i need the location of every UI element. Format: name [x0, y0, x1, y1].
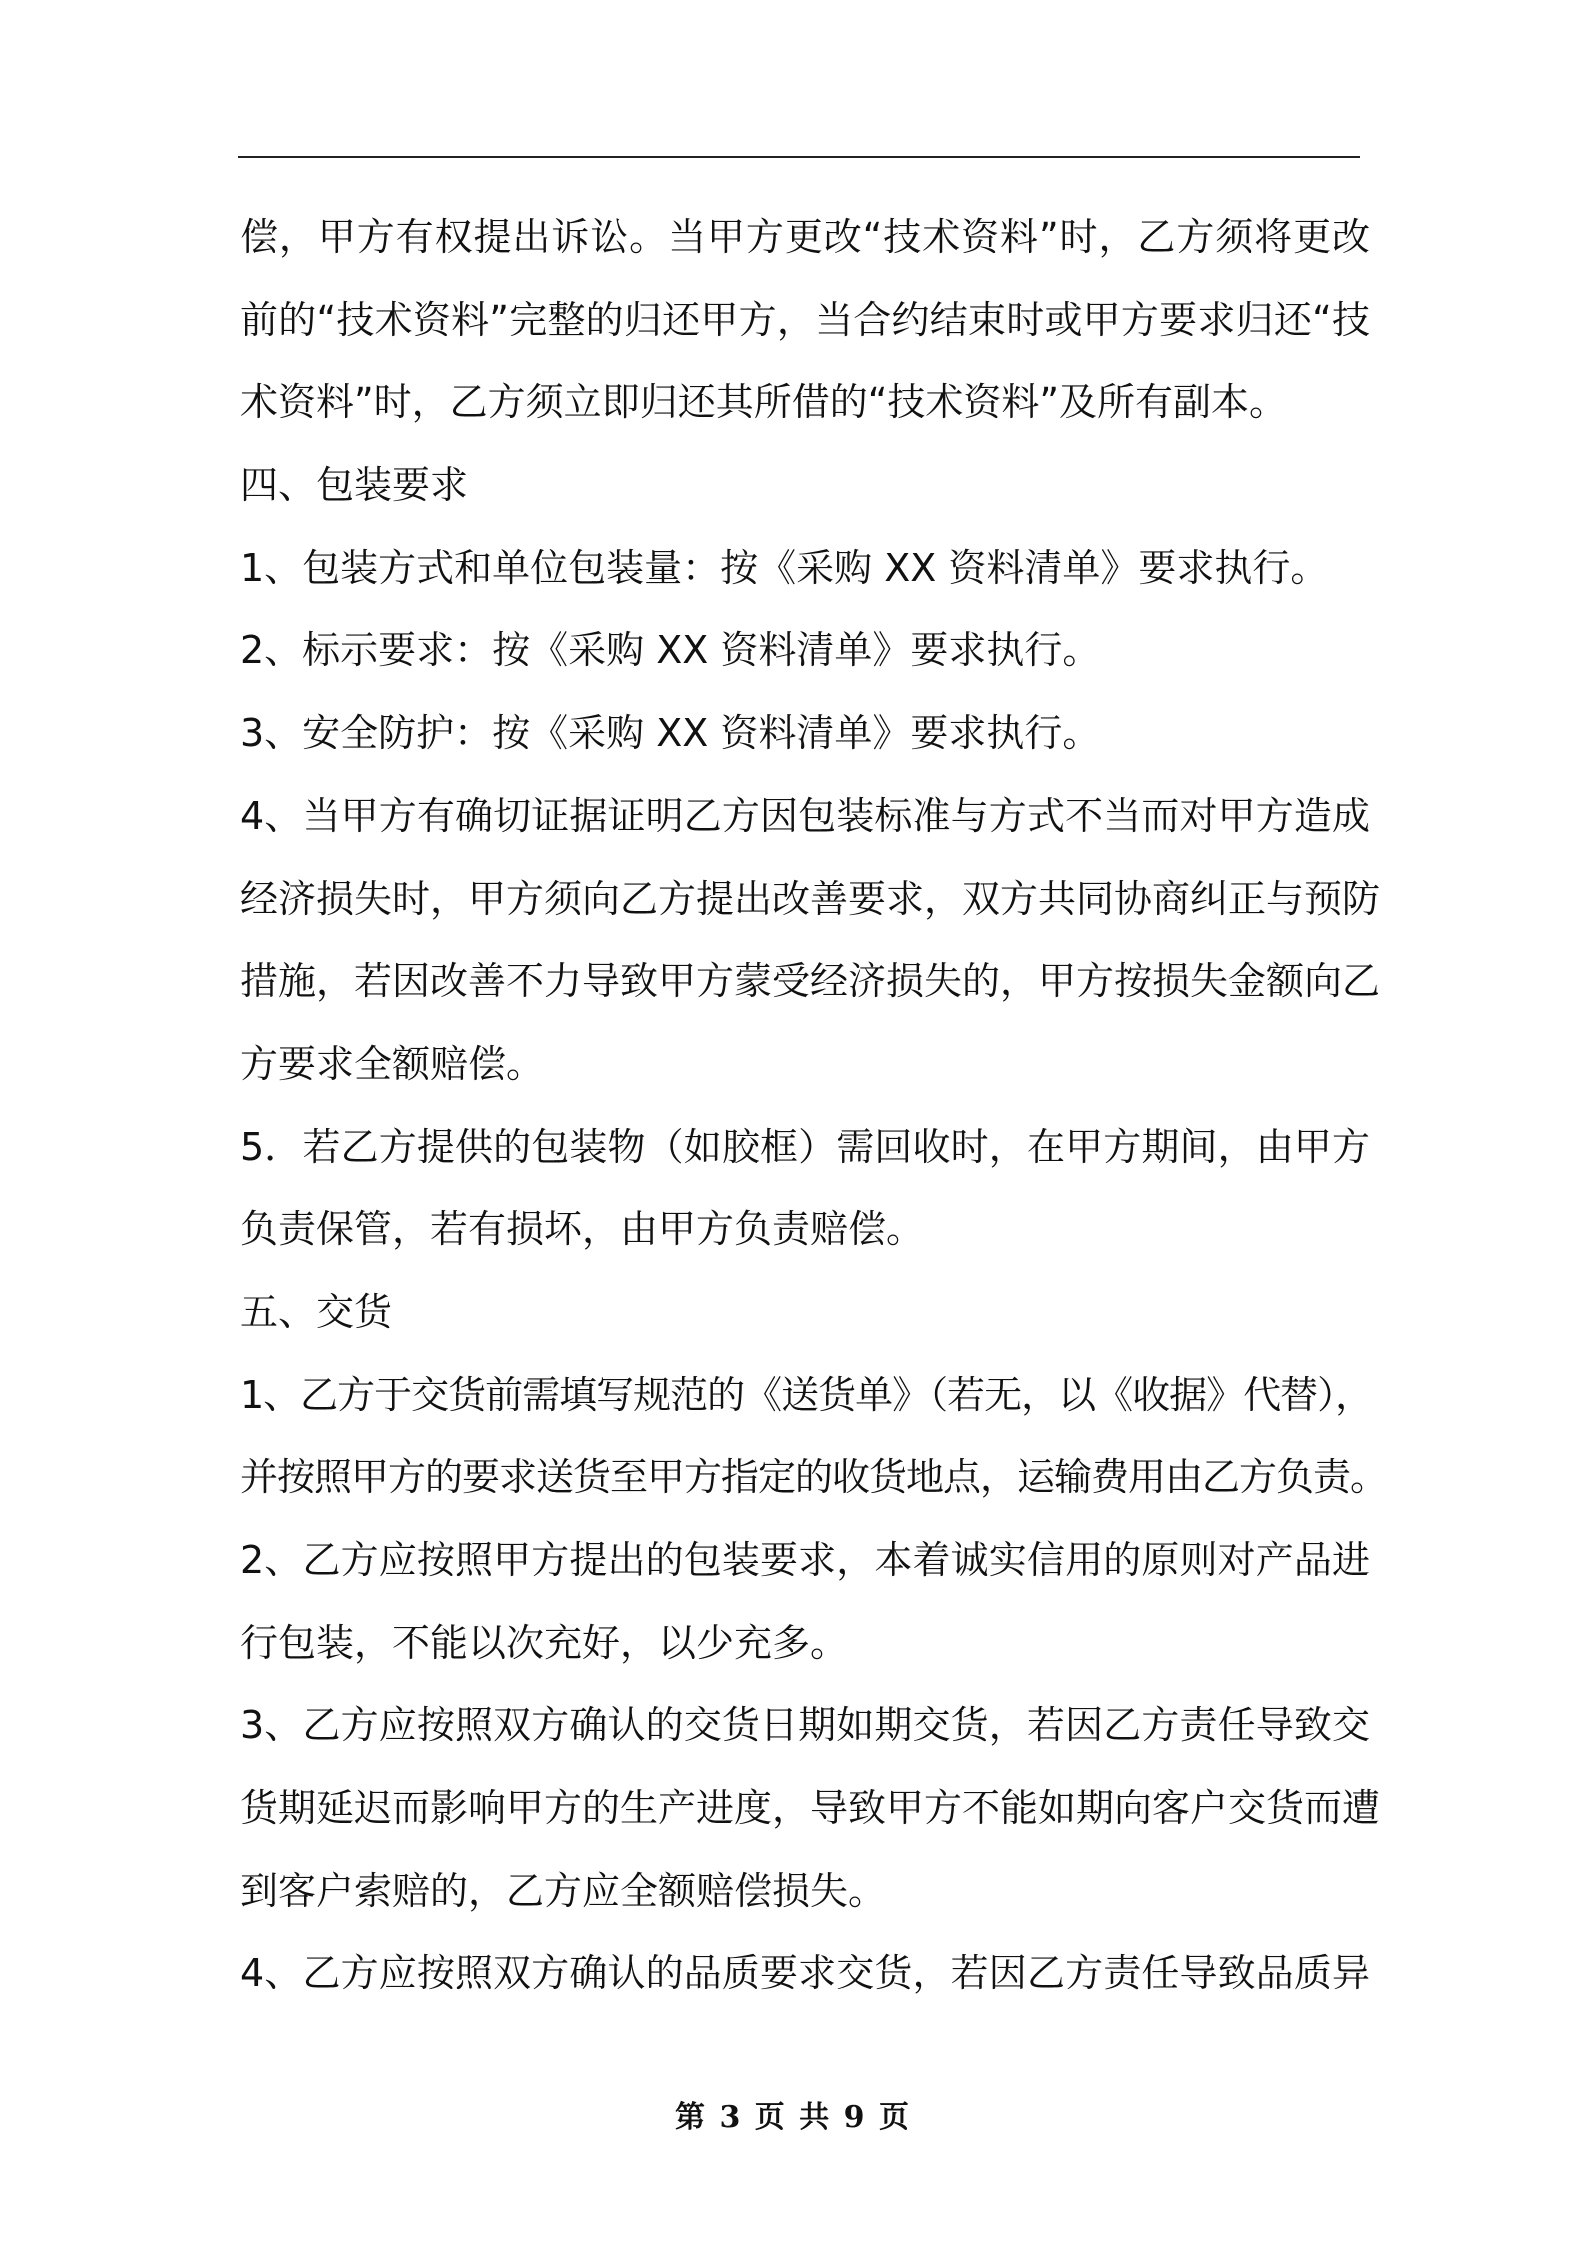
contract-body: [240, 196, 1388, 2015]
text-line: 经济损失时，甲方须向乙方提出改善要求，双方共同协商纠正与预防: [240, 876, 1381, 921]
list-item: 3、乙方应按照双方确认的交货日期如期交货，若因乙方责任导致交: [240, 1703, 1370, 1748]
text-line: 行包装，不能以次充好，以少充多。: [240, 1620, 849, 1665]
list-item: 5．若乙方提供的包装物（如胶框）需回收时，在甲方期间，由甲方: [240, 1124, 1370, 1169]
list-item: 2、标示要求：按《采购 XX 资料清单》要求执行。: [240, 628, 1101, 673]
text-line: 偿，甲方有权提出诉讼。当甲方更改“技术资料”时，乙方须将更改: [240, 215, 1370, 259]
text-line: 货期延迟而影响甲方的生产进度，导致甲方不能如期向客户交货而遭: [240, 1786, 1381, 1831]
list-item: 4、乙方应按照双方确认的品质要求交货，若因乙方责任导致品质异: [240, 1951, 1370, 1996]
text-line: 并按照甲方的要求送货至甲方指定的收货地点，运输费用由乙方负责。: [240, 1455, 1388, 1500]
section-heading-packaging: 四、包装要求: [240, 463, 469, 508]
text-line: 措施，若因改善不力导致甲方蒙受经济损失的，甲方按损失金额向乙: [240, 959, 1381, 1004]
list-item: 1、乙方于交货前需填写规范的《送货单》（若无，以《收据》代替），: [240, 1372, 1373, 1417]
section-heading-delivery: 五、交货: [240, 1289, 393, 1334]
text-line: 术资料”时，乙方须立即归还其所借的“技术资料”及所有副本。: [240, 380, 1288, 425]
list-item: 4、当甲方有确切证据证明乙方因包装标准与方式不当而对甲方造成: [240, 793, 1370, 838]
list-item: 1、包装方式和单位包装量：按《采购 XX 资料清单》要求执行。: [240, 545, 1329, 590]
list-item: 2、乙方应按照甲方提出的包装要求，本着诚实信用的原则对产品进: [240, 1538, 1370, 1582]
list-item: 3、安全防护：按《采购 XX 资料清单》要求执行。: [240, 711, 1101, 756]
page-number: 第 3 页 共 9 页: [675, 2100, 911, 2135]
text-line: 负责保管，若有损坏，由甲方负责赔偿。: [240, 1207, 925, 1252]
text-line: 到客户索赔的，乙方应全额赔偿损失。: [240, 1868, 887, 1913]
text-line: 方要求全额赔偿。: [240, 1041, 545, 1086]
header-rule: [238, 156, 1360, 158]
text-line: 前的“技术资料”完整的归还甲方，当合约结束时或甲方要求归还“技: [240, 297, 1370, 342]
